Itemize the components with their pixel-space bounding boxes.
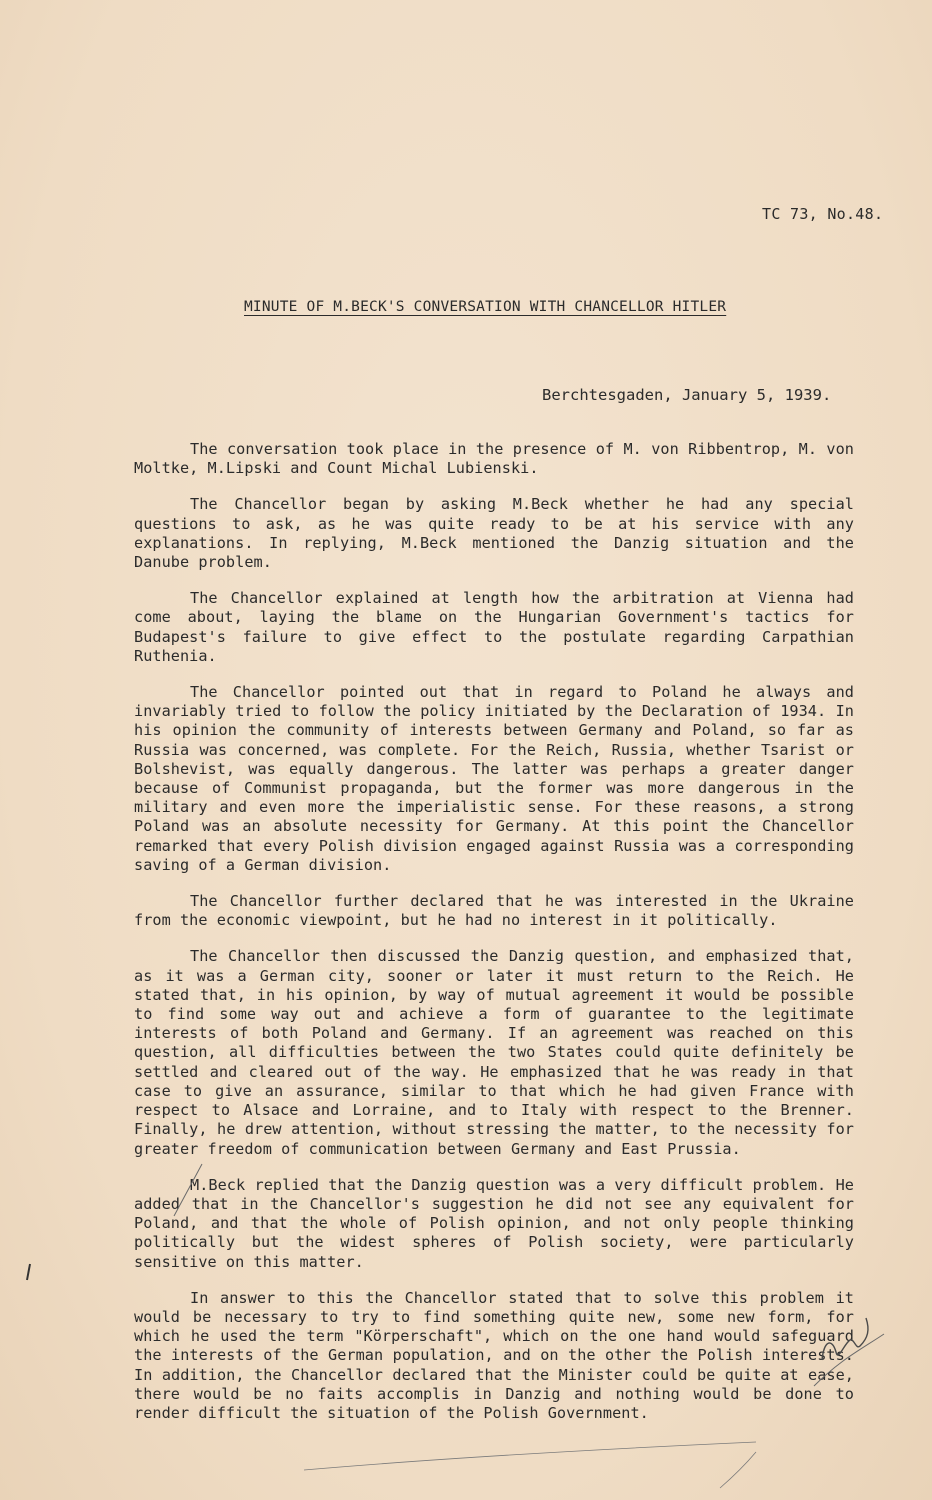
paragraph: The Chancellor then discussed the Danzig question, and emphasized that, as it was a German city, sooner or later it must return to the Reich. He stated that, in his opinion, by way of mutual agreement it would be possible to find some way out and achieve a form of guarantee to the legitimate interests of both Poland and Germany. If an agreement was reached on this question, all difficulties between the two States could quite definitely be settled and cleared out of the way. He emphasized that he was ready in that case to give an assurance, similar to that which he had given France with respect to Alsace and Lorraine, and to Italy with respect to the Brenner. Finally, he drew attention, without stressing the matter, to the necessity for greater freedom of communication between Germany and East Prussia. [134, 947, 854, 1158]
paragraph: The conversation took place in the presence of M. von Ribbentrop, M. von Moltke, M.Lipski and Count Michal Lubienski. [134, 440, 854, 478]
reference-number: TC 73, No.48. [762, 205, 884, 223]
margin-mark-icon [24, 1262, 34, 1282]
paragraph: The Chancellor further declared that he was interested in the Ukraine from the economic viewpoint, but he had no interest in it politically. [134, 892, 854, 930]
paragraph: The Chancellor began by asking M.Beck whether he had any special questions to ask, as he was quite ready to be at his service with any explanations. In replying, M.Beck mentioned the Danzig situation and the Danube problem. [134, 495, 854, 572]
document-body [134, 440, 854, 1423]
paragraph: The Chancellor explained at length how the arbitration at Vienna had come about, laying the blame on the Hungarian Government's tactics for Budapest's failure to give effect to the postulate regarding Carpathian Ruthenia. [134, 589, 854, 665]
paragraph: In answer to this the Chancellor stated that to solve this problem it would be necessary to try to find something quite new, some new form, for which he used the term "Körperschaft", which on the one hand would safeguard the interests of the German population, and on the other the Polish interests. In addition, the Chancellor declared that the Minister could be quite at ease, there would be no faits accomplis in Danzig and nothing would be done to render difficult the situation of the Polish Government. [134, 1288, 854, 1422]
dateline: Berchtesgaden, January 5, 1939. [542, 386, 832, 404]
pencil-slash-icon [168, 1160, 208, 1220]
document-title: MINUTE OF M.BECK'S CONVERSATION WITH CHANCELLOR HITLER [244, 299, 727, 315]
pencil-underline-icon [300, 1440, 760, 1490]
paragraph: The Chancellor pointed out that in regard to Poland he always and invariably tried to follow the policy initiated by the Declaration of 1934. In his opinion the community of interests between Germany and Poland, so far as Russia was concerned, was complete. For the Reich, Russia, whether Tsarist or Bolshevist, was equally dangerous. The latter was perhaps a greater danger because of Communist propaganda, but the former was more dangerous in the military and even more the imperialistic sense. For these reasons, a strong Poland was an absolute necessity for Germany. At this point the Chancellor remarked that every Polish division engaged against Russia was a corresponding saving of a German division. [134, 683, 854, 874]
paragraph: M.Beck replied that the Danzig question was a very difficult problem. He added that in the Chancellor's suggestion he did not see any equivalent for Poland, and that the whole of Polish opinion, and not only people thinking politically but the widest spheres of Polish society, were particularly sensitive on this matter. [134, 1175, 854, 1271]
pencil-annotation-icon [810, 1300, 890, 1390]
